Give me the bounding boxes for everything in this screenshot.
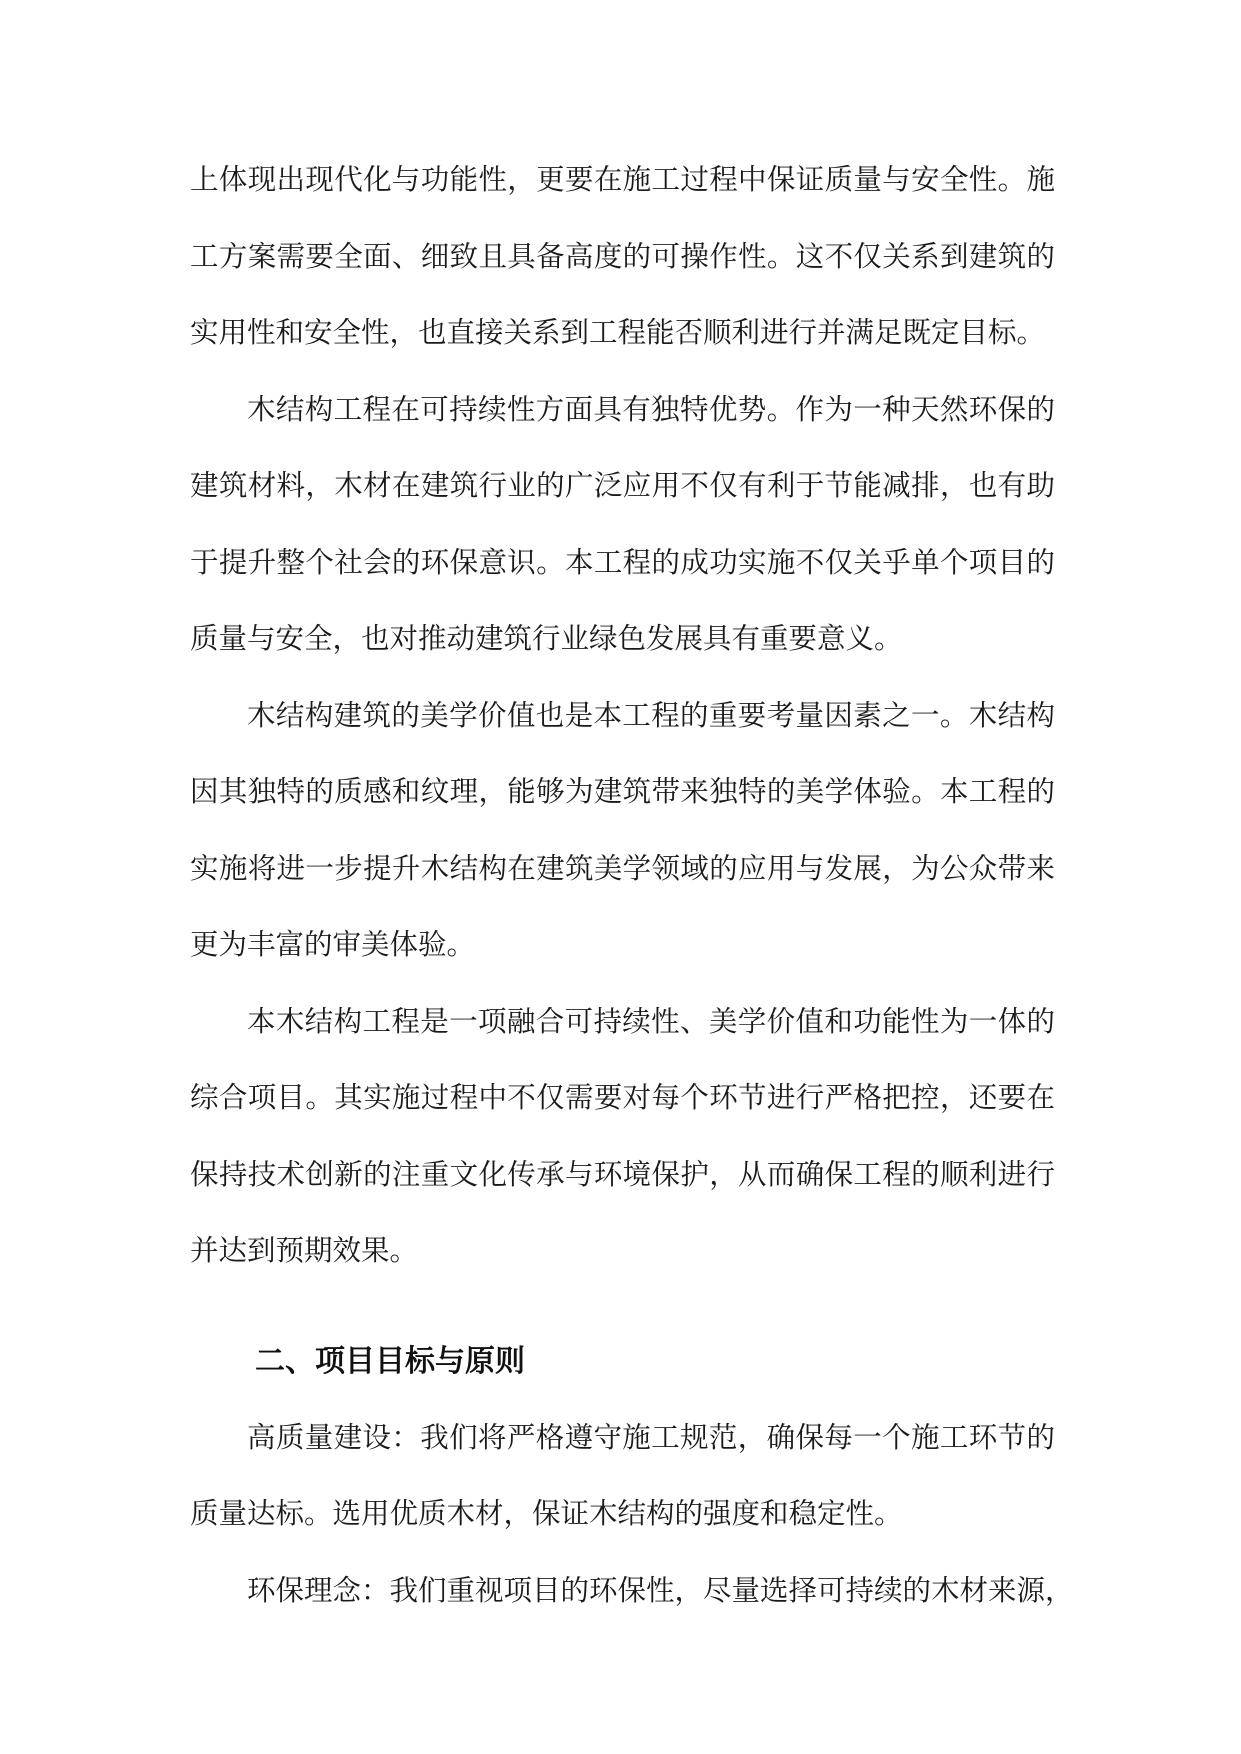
text-line: 质量与安全，也对推动建筑行业绿色发展具有重要意义。 (190, 622, 903, 655)
text-line: 本木结构工程是一项融合可持续性、美学价值和功能性为一体的 (247, 1004, 1055, 1038)
text-line: 实用性和安全性，也直接关系到工程能否顺利进行并满足既定目标。 (190, 316, 1046, 349)
text-line: 高质量建设：我们将严格遵守施工规范，确保每一个施工环节的 (247, 1420, 1055, 1454)
paragraph-summary (190, 984, 1055, 1290)
text-line: 于提升整个社会的环保意识。本工程的成功实施不仅关乎单个项目的 (190, 545, 1055, 579)
text-line: 因其独特的质感和纹理，能够为建筑带来独特的美学体验。本工程的 (190, 775, 1055, 808)
text-line: 保持技术创新的注重文化传承与环境保护，从而确保工程的顺利进行 (190, 1157, 1055, 1191)
text-line: 质量达标。选用优质木材，保证木结构的强度和稳定性。 (190, 1497, 903, 1530)
text-line: 更为丰富的审美体验。 (190, 928, 476, 961)
text-line: 实施将进一步提升木结构在建筑美学领域的应用与发展，为公众带来 (190, 851, 1055, 885)
section-heading: 二、项目目标与原则 (255, 1343, 525, 1379)
document-body (190, 142, 1074, 1629)
text-line: 建筑材料，木材在建筑行业的广泛应用不仅有利于节能减排，也有助 (190, 469, 1055, 502)
paragraph-environmental (190, 1553, 1074, 1630)
paragraph-aesthetics (190, 678, 1055, 984)
text-line: 上体现出现代化与功能性，更要在施工过程中保证质量与安全性。施 (190, 163, 1055, 196)
text-line: 综合项目。其实施过程中不仅需要对每个环节进行严格把控，还要在 (190, 1081, 1055, 1114)
text-line: 木结构工程在可持续性方面具有独特优势。作为一种天然环保的 (247, 392, 1055, 426)
text-line: 木结构建筑的美学价值也是本工程的重要考量因素之一。木结构 (247, 698, 1055, 732)
text-line: 工方案需要全面、细致且具备高度的可操作性。这不仅关系到建筑的 (190, 239, 1055, 273)
text-line: 环保理念：我们重视项目的环保性，尽量选择可持续的木材来源， (247, 1573, 1074, 1607)
paragraph-sustainability (190, 372, 1055, 678)
text-line: 并达到预期效果。 (190, 1234, 419, 1267)
paragraph-high-quality (190, 1400, 1055, 1553)
paragraph-intro-continuation (190, 142, 1055, 372)
